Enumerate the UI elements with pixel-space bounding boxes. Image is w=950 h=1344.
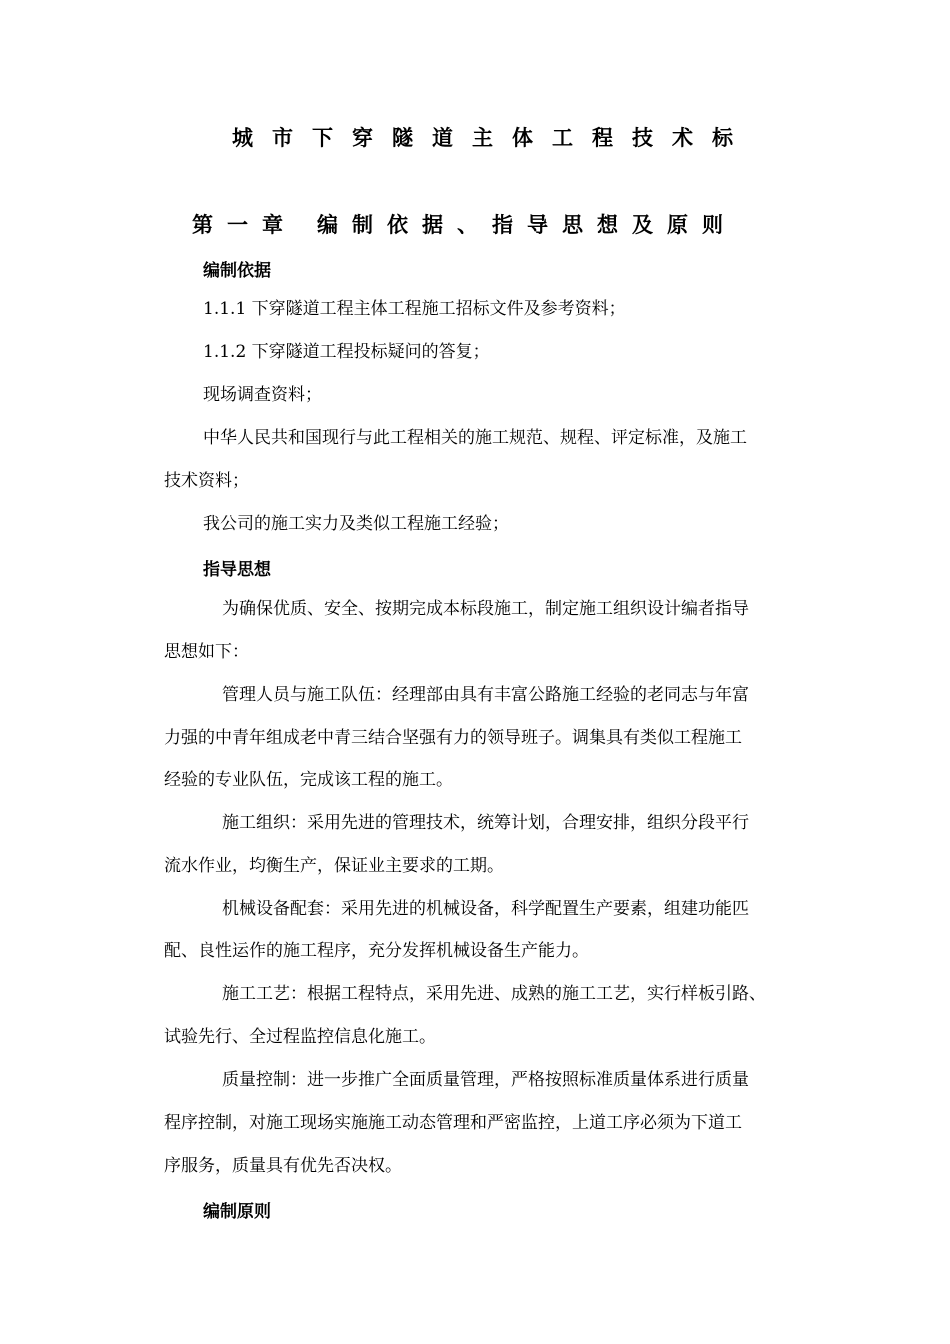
basis-item-1: 1.1.1 下穿隧道工程主体工程施工招标文件及参考资料； — [203, 299, 626, 319]
chapter-heading — [192, 209, 737, 239]
basis-item-3: 现场调查资料； — [203, 385, 322, 405]
section-heading-basis: 编制依据 — [203, 261, 271, 281]
basis-item-4: 中华人民共和国现行与此工程相关的施工规范、规程、评定标准，及施工 — [203, 428, 747, 448]
section-heading-guiding: 指导思想 — [203, 560, 271, 580]
guiding-line-2: 思想如下： — [164, 642, 249, 662]
guiding-line-13: 程序控制，对施工现场实施施工动态管理和严密监控，上道工序必须为下道工 — [164, 1113, 742, 1133]
guiding-line-14: 序服务，质量具有优先否决权。 — [164, 1156, 402, 1176]
basis-item-5: 我公司的施工实力及类似工程施工经验； — [203, 514, 509, 534]
guiding-line-6: 施工组织：采用先进的管理技术，统筹计划，合理安排，组织分段平行 — [222, 813, 749, 833]
guiding-line-10: 施工工艺：根据工程特点，采用先进、成熟的施工工艺，实行样板引路、 — [222, 984, 766, 1004]
guiding-line-11: 试验先行、全过程监控信息化施工。 — [164, 1027, 436, 1047]
basis-item-2: 1.1.2 下穿隧道工程投标疑问的答复； — [203, 342, 490, 362]
basis-item-4-cont: 技术资料； — [164, 471, 249, 491]
guiding-line-3: 管理人员与施工队伍：经理部由具有丰富公路施工经验的老同志与年富 — [222, 685, 749, 705]
guiding-line-7: 流水作业，均衡生产，保证业主要求的工期。 — [164, 856, 504, 876]
guiding-line-9: 配、良性运作的施工程序，充分发挥机械设备生产能力。 — [164, 941, 589, 961]
section-heading-principles: 编制原则 — [203, 1202, 271, 1222]
guiding-line-1: 为确保优质、安全、按期完成本标段施工，制定施工组织设计编者指导 — [222, 599, 749, 619]
chapter-name: 编制依据、指导思想及原则 — [317, 213, 737, 237]
guiding-line-4: 力强的中青年组成老中青三结合坚强有力的领导班子。调集具有类似工程施工 — [164, 728, 742, 748]
guiding-line-5: 经验的专业队伍，完成该工程的施工。 — [164, 770, 453, 790]
guiding-line-12: 质量控制：进一步推广全面质量管理，严格按照标准质量体系进行质量 — [222, 1070, 749, 1090]
guiding-line-8: 机械设备配套：采用先进的机械设备，科学配置生产要素，组建功能匹 — [222, 899, 749, 919]
chapter-number: 第一章 — [192, 213, 297, 237]
document-title: 城市下穿隧道主体工程技术标 — [232, 126, 752, 150]
